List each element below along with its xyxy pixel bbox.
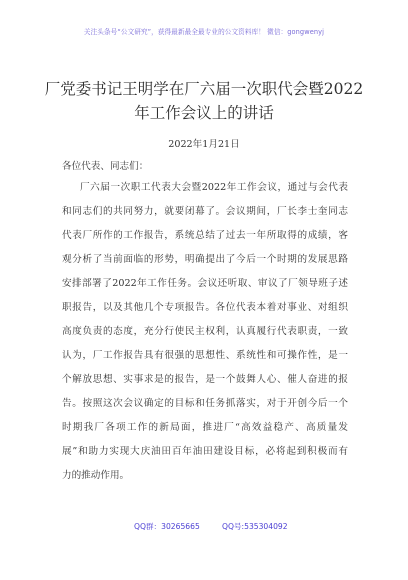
qq-group-number: QQ群：30265665: [134, 522, 200, 531]
promo-banner: 关注头条号“公文研究”，获得最新最全最专业的公文资料库！ 微信：gongwenyj: [83, 28, 325, 36]
body-line: 告。按照这次会议确定的目标和任务抓落实，对于开创今后一个: [62, 398, 348, 409]
body-line: 力的推动作用。: [62, 470, 130, 481]
document-title-line-2: 年工作会议上的讲话: [134, 104, 274, 122]
body-line: 安排部署了2022年工作任务。会议还听取、审议了厂领导班子述: [62, 278, 348, 289]
body-line: 和同志们的共同努力，就要闭幕了。会议期间，厂长李士奎同志: [62, 206, 348, 217]
body-line: 个解放思想、实事求是的报告，是一个鼓舞人心、催人奋进的报: [62, 374, 348, 385]
body-line: 展”和助力实现大庆油田百年油田建设目标，必将起到积极而有: [62, 446, 348, 457]
qq-number: QQ号:535304092: [222, 522, 288, 531]
body-line: 高度负责的态度，充分行使民主权利，认真履行代表职责，一致: [62, 326, 348, 337]
body-line: 观分析了当前面临的形势，明确提出了今后一个时期的发展思路: [62, 254, 348, 265]
document-title-line-1: 厂党委书记王明学在厂六届一次职代会暨2022: [44, 80, 364, 98]
body-line: 代表厂所作的工作报告，系统总结了过去一年所取得的成绩，客: [62, 230, 348, 241]
body-line: 厂六届一次职工代表大会暨2022年工作会议，通过与会代表: [80, 182, 348, 193]
body-line: 职报告，以及其他几个专项报告。各位代表本着对事业、对组织: [62, 302, 348, 313]
document-date: 2022年1月21日: [168, 139, 240, 150]
body-line: 时期我厂各项工作的新局面，推进厂“高效益稳产、高质量发: [62, 422, 348, 433]
body-line: 认为，厂工作报告具有很强的思想性、系统性和可操作性，是一: [62, 350, 348, 361]
salutation: 各位代表、同志们：: [62, 161, 149, 172]
